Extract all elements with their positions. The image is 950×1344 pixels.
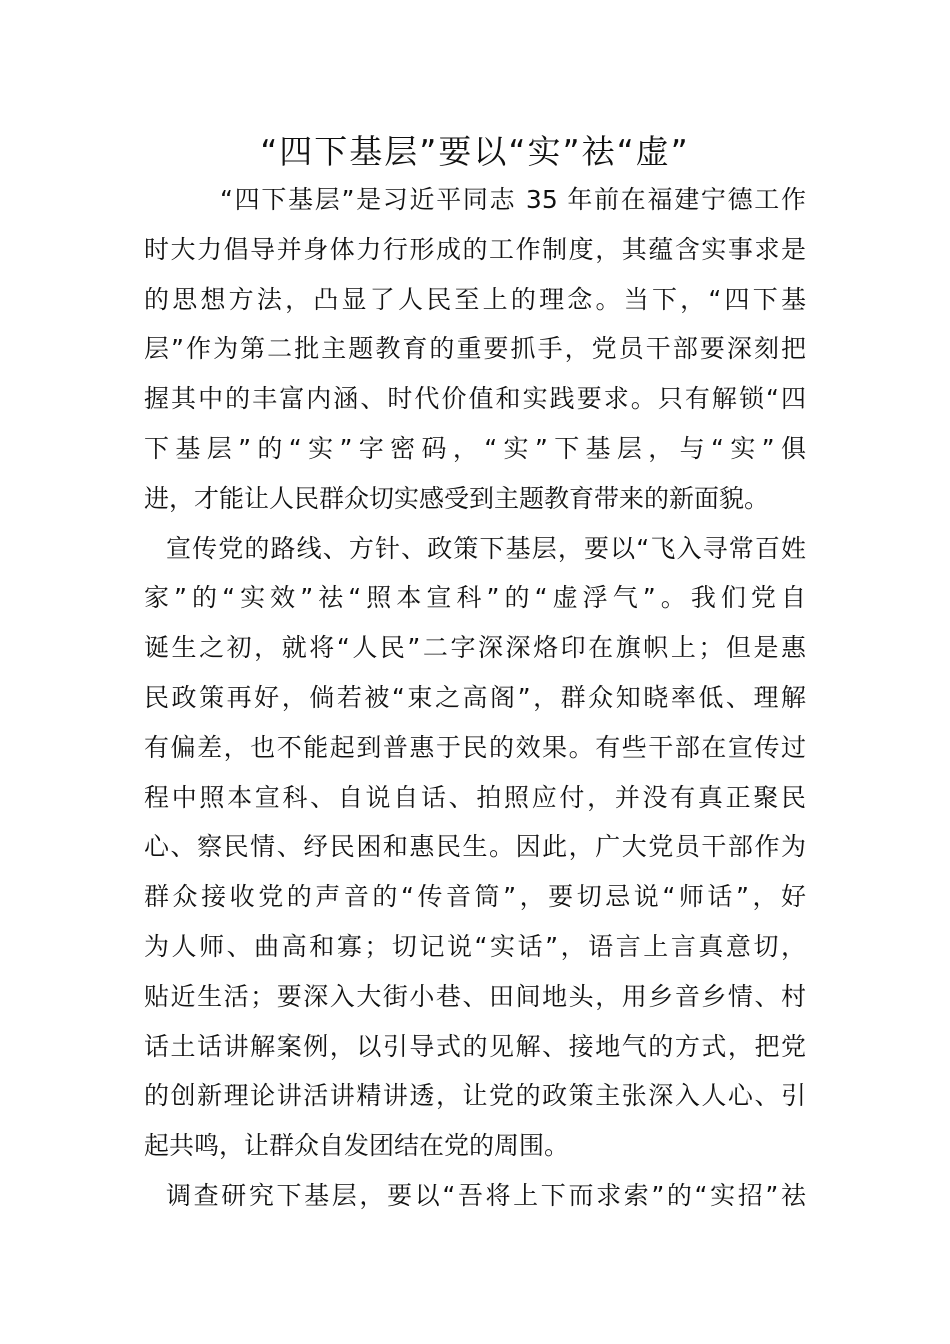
text-line: 层”作为第二批主题教育的重要抓手，党员干部要深刻把 bbox=[144, 334, 806, 364]
text-line: 调查研究下基层，要以“吾将上下而求索”的“实招”祛 bbox=[166, 1180, 806, 1210]
paragraph-3 bbox=[144, 1171, 806, 1221]
text-line: 握其中的丰富内涵、时代价值和实践要求。只有解锁“四 bbox=[144, 384, 806, 414]
text-line: 民政策再好，倘若被“束之高阁”，群众知晓率低、理解 bbox=[144, 682, 806, 712]
text-line: 时大力倡导并身体力行形成的工作制度，其蕴含实事求是 bbox=[144, 234, 806, 264]
text-line: 诞生之初，就将“人民”二字深深烙印在旗帜上；但是惠 bbox=[144, 633, 806, 663]
article-body bbox=[144, 175, 806, 1221]
paragraph-1 bbox=[144, 175, 806, 524]
paragraph-2 bbox=[144, 524, 806, 1171]
text-line: 的思想方法，凸显了人民至上的理念。当下，“四下基 bbox=[144, 284, 806, 314]
text-line: 贴近生活；要深入大街小巷、田间地头，用乡音乡情、村 bbox=[144, 981, 806, 1011]
text-line: 话土话讲解案例，以引导式的见解、接地气的方式，把党 bbox=[144, 1031, 806, 1061]
text-line: 下基层”的“实”字密码，“实”下基层，与“实”俱 bbox=[144, 433, 806, 463]
text-line: “四下基层”是习近平同志 35 年前在福建宁德工作 bbox=[220, 185, 806, 214]
text-line: 的创新理论讲活讲精讲透，让党的政策主张深入人心、引 bbox=[144, 1081, 806, 1111]
text-line: 进，才能让人民群众切实感受到主题教育带来的新面貌。 bbox=[144, 483, 770, 513]
text-line: 起共鸣，让群众自发团结在党的周围。 bbox=[144, 1131, 570, 1161]
text-line: 心、察民情、纾民困和惠民生。因此，广大党员干部作为 bbox=[144, 832, 806, 862]
text-line: 程中照本宣科、自说自话、拍照应付，并没有真正聚民 bbox=[144, 782, 806, 812]
text-line: 有偏差，也不能起到普惠于民的效果。有些干部在宣传过 bbox=[144, 732, 806, 762]
text-line: 家”的“实效”祛“照本宣科”的“虚浮气”。我们党自 bbox=[144, 583, 806, 613]
text-line: 群众接收党的声音的“传音筒”，要切忌说“师话”，好 bbox=[144, 882, 806, 912]
text-line: 为人师、曲高和寡；切记说“实话”，语言上言真意切， bbox=[144, 931, 806, 961]
text-line: 宣传党的路线、方针、政策下基层，要以“飞入寻常百姓 bbox=[166, 533, 806, 563]
article-title: “四下基层”要以“实”祛“虚” bbox=[260, 132, 690, 171]
